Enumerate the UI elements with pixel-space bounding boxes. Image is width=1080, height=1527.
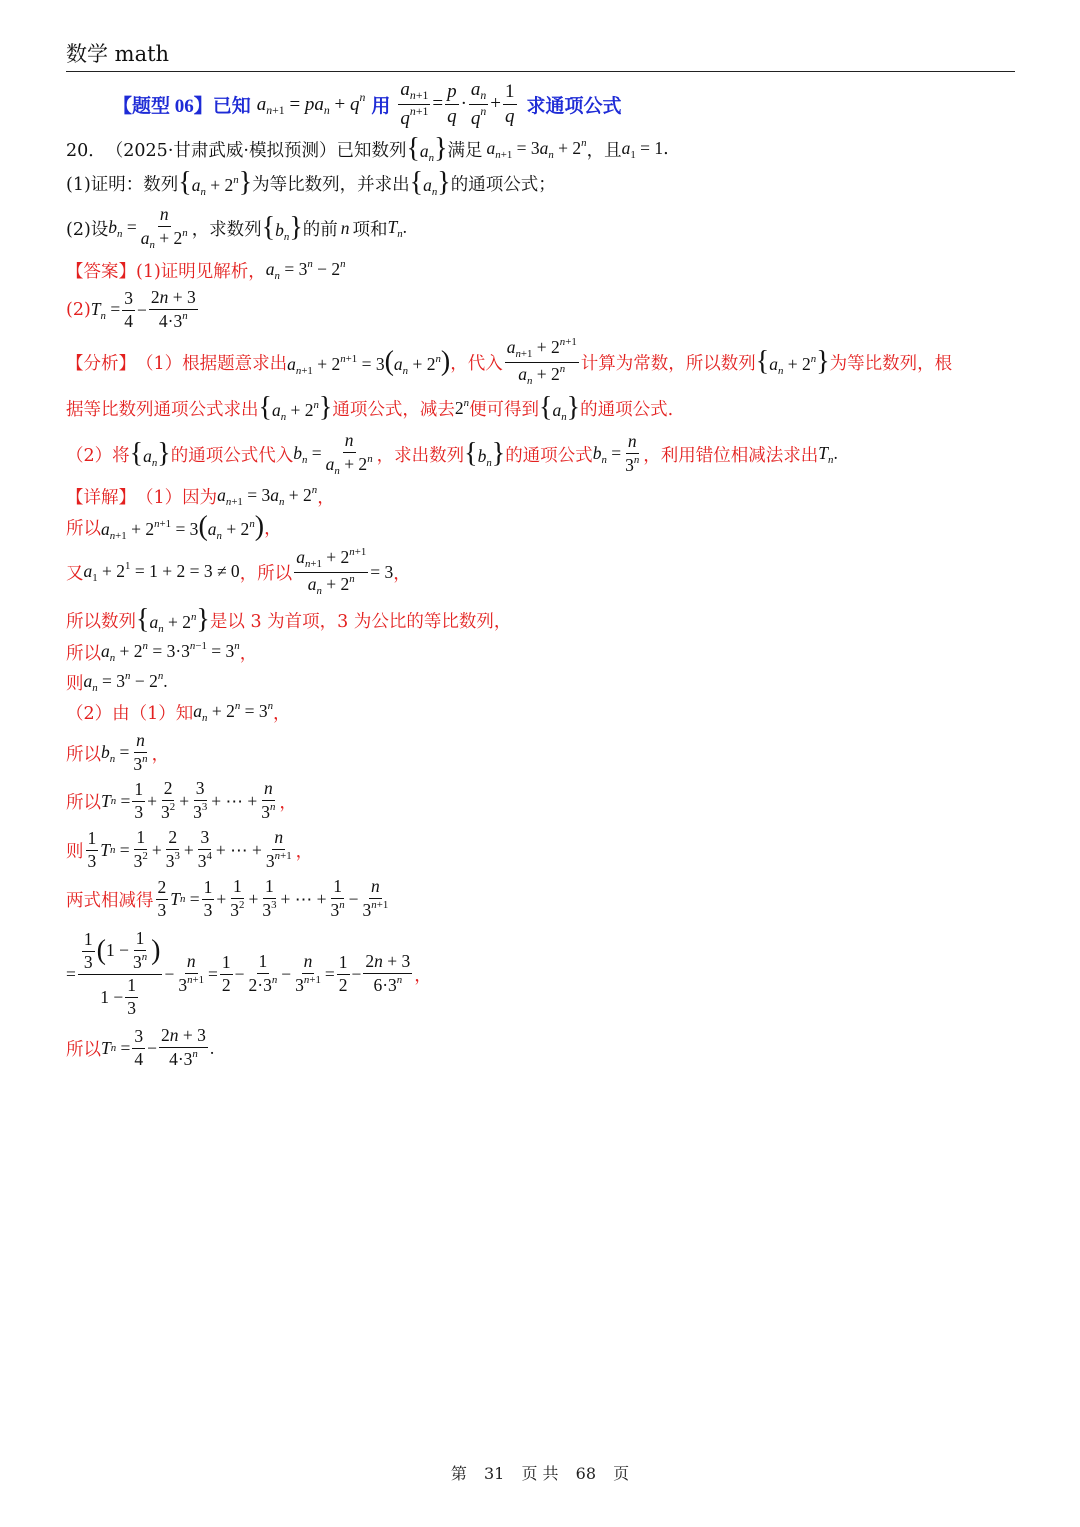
q2-mid: ，求数列 [191,219,262,240]
detail-line-12: = $\frac{1}{3}$ ( 1 − $\frac{1}{3^n}$ ) 1 − $\frac{1}{3}$ − $\frac{n}{3^{n+1}}$ = $\frac{1}{2}$ − $\frac{1}{2\cdot 3^n}$ − $\frac{n}{3^{n+1}}$ = $\frac{1}{2}$ − $\frac{2n + 3}{6\cdot 3^n}$ ， [66,928,432,1018]
analysis-l2a: 据等比数列通项公式求出 [66,399,259,420]
question-1: (1)证明：数列 $\{a_n + 2^n\}$ 为等比数列，并求出 $\{a_n\}$ 的通项公式； [66,166,556,198]
analysis-line-1: 【分析】 （1）根据题意求出 $a_{n+1} + 2^{n+1} = 3(a_n + 2^n)$ ，代入 $\frac{a_{n+1} + 2^{n+1}}{a_n + 2^n}$ 计算为常数，所以数列 $\{a_n + 2^n\}$ 为等比数列，根 [66,336,953,387]
problem-source: （2025·甘肃武威·模拟预测） [105,140,337,161]
analysis-l2c: 便可得到 [469,399,540,420]
analysis-l3d: 的通项公式 [505,445,593,466]
answer-label: 【答案】 [66,261,136,282]
problem-period: . [663,139,669,159]
detail-line-2: 所以 $a_{n+1} + 2^{n+1} = 3(a_n + 2^n)$ ， [66,510,282,542]
detail-line-3: 又 $a_1 + 2^1 = 1 + 2 = 3 \ne 0$ ，所以 $\frac{a_{n+1} + 2^{n+1}}{a_n + 2^n}$ = 3 ， [66,546,411,597]
detail-s6: 则 [66,673,84,694]
detail-s5: 所以 [66,643,101,664]
analysis-label: 【分析】 [66,353,136,374]
q1-prefix: (1)证明：数列 [66,174,179,195]
detail-s9: 所以 [66,792,101,813]
detail-line-8: 所以 $b_n$ = $\frac{n}{3^n}$ ， [66,730,170,775]
detail-s2: 所以 [66,518,101,539]
detail-s10: 则 [66,841,84,862]
problem-number: 20． [66,140,106,161]
analysis-l3b: 的通项公式代入 [170,445,294,466]
topic-mid: 用 [371,95,391,117]
detail-s13: 所以 [66,1039,101,1060]
header-title: 数学 math [66,42,170,66]
analysis-l2b: 通项公式，减去 [332,399,455,420]
detail-s8: 所以 [66,744,101,765]
detail-s3b: ，所以 [239,563,293,584]
problem-and: ，且 [586,140,622,161]
analysis-l2d: 的通项公式. [580,399,674,420]
detail-line-13: 所以 T n = $\frac{3}{4}$ − $\frac{2n + 3}{4\cdot 3^n}$ . [66,1025,215,1070]
analysis-l1a: （1）根据题意求出 [136,353,288,374]
analysis-line-3: （2）将 $\{a_n\}$ 的通项公式代入 $b_n$ = $\frac{n}{a_n + 2^n}$ ，求出数列 $\{b_n\}$ 的通项公式 $b_n$ = $\frac{n}{3^n}$ ，利用错位相减法求出 $T_n$. [66,429,838,477]
q2-end1: 的前 [302,219,338,240]
topic-frac-2: $\frac{p}{q}$ [447,80,457,127]
detail-line-11: 两式相减得 $\frac{2}{3}$ T n = $\frac{1}{3}$ + $\frac{1}{3^2}$ + $\frac{1}{3^3}$ + ⋯ + $\frac{1}{3^n}$ − $\frac{n}{3^{n+1}}$ [66,876,389,921]
detail-s4a: 所以数列 [66,611,136,632]
problem-stem: 已知数列 [336,140,407,161]
q1-end: 的通项公式； [450,174,556,195]
analysis-l1c: 计算为常数，所以数列 [580,353,756,374]
detail-s3a: 又 [66,563,84,584]
detail-s11: 两式相减得 [66,890,154,911]
detail-line-9: 所以 T n = $\frac{1}{3}$ + $\frac{2}{3^2}$ + $\frac{3}{3^3}$ + ⋯ + $\frac{n}{3^n}$ ， [66,778,297,823]
detail-line-7: （2）由（1）知 $a_n + 2^n = 3^n$ ， [66,700,291,724]
answer-part2: (2) [66,300,91,320]
answer-line-1: 【答案】 (1)证明见解析， $a_n = 3^n - 2^n$ [66,258,346,282]
topic-end: 求通项公式 [526,95,622,117]
detail-line-4: 所以数列 $\{a_n + 2^n\}$ 是以 3 为首项，3 为公比的等比数列， [66,603,512,635]
analysis-l3e: ，利用错位相减法求出 [643,445,819,466]
detail-line-6: 则 $a_n = 3^n - 2^n$. [66,670,168,694]
detail-label: 【详解】 [66,487,136,508]
topic-formula-1: $a_{n+1} = pa_n + q^n$ [256,90,366,117]
page-footer [0,1461,1080,1484]
q2-end2: 项和 [352,219,388,240]
question-2: (2)设 $b_n$ = $\frac{n}{a_n + 2^n}$ ，求数列 $\{b_n\}$ 的前 n 项和 $T_n$. [66,203,408,251]
detail-line-1: 【详解】 （1）因为 $a_{n+1} = 3a_n + 2^n$ ， [66,484,335,508]
analysis-l3a: （2）将 [66,445,130,466]
q1-mid: 为等比数列，并求出 [252,174,410,195]
detail-s4b: 是以 3 为首项，3 为公比的等比数列， [209,611,512,632]
answer-line-2: (2) $T_n$ = $\frac{3}{4}$ − $\frac{2n + 3}{4\cdot 3^n}$ [66,287,196,332]
topic-frac-3: $\frac{a_n}{q^n}$ [470,78,487,129]
analysis-l1d: 为等比数列，根 [829,353,953,374]
problem-satisfies: 满足 [447,140,483,161]
analysis-l3c: ，求出数列 [376,445,465,466]
problem-line: 20． （2025·甘肃武威·模拟预测） 已知数列 $\{a_n\}$ 满足 $a_{n+1} = 3a_n + 2^n$ ，且 $a_1 = 1$ . [66,132,669,164]
topic-frac-4: $\frac{1}{q}$ [505,80,515,127]
footer-page-number: 31 [484,1464,505,1483]
footer-page-label: 第 [450,1464,467,1483]
topic-heading: 【题型 06】已知 $a_{n+1} = pa_n + q^n$ 用 $\frac{a_{n+1}}{q^{n+1}}$ = $\frac{p}{q}$ · $\frac{a_n}{q^n}$ + $\frac{1}{q}$ 求通项公式 [113,78,622,129]
topic-label: 【题型 06】已知 [113,95,251,117]
analysis-line-2: 据等比数列通项公式求出 $\{a_n + 2^n\}$ 通项公式，减去 2$^n$ 便可得到 $\{a_n\}$ 的通项公式. [66,391,674,423]
page-header [66,38,1015,72]
answer-part1: (1)证明见解析， [136,261,266,282]
q2-prefix: (2)设 [66,219,109,240]
detail-s7a: （2）由（1）知 [66,703,194,724]
footer-end-label: 页 [613,1464,630,1483]
footer-of-label: 页 共 [521,1464,559,1483]
analysis-l1b: ，代入 [450,353,503,374]
detail-line-5: 所以 $a_n + 2^n = 3\cdot 3^{n-1} = 3^n$ ， [66,640,258,664]
footer-total-pages: 68 [575,1464,596,1483]
topic-frac-1: $\frac{a_{n+1}}{q^{n+1}}$ [400,78,429,129]
detail-s1: （1）因为 [136,487,218,508]
detail-line-10: 则 $\frac{1}{3}$ T n = $\frac{1}{3^2}$ + $\frac{2}{3^3}$ + $\frac{3}{3^4}$ + ⋯ + $\frac{n}{3^{n+1}}$ ， [66,827,314,872]
